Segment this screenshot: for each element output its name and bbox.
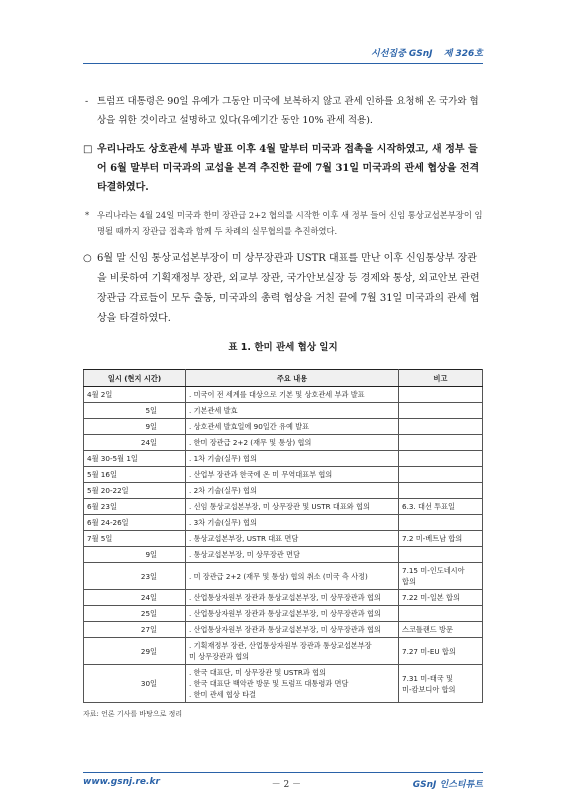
row-date: 6월 24-26일 [84, 515, 186, 531]
row-date: 6월 23일 [84, 499, 186, 515]
row-content-line: . 산업부 장관과 한국에 온 미 무역대표부 협의 [189, 470, 333, 479]
square-paragraph [83, 140, 483, 197]
row-note-line: 7.15 미-인도네시아 [402, 566, 465, 575]
row-content [186, 483, 399, 499]
row-content-line: . 산업통상자원부 장관과 통상교섭본부장, 미 상무장관과 협의 [189, 593, 381, 602]
table-body [84, 387, 483, 703]
row-date: 7월 5일 [84, 531, 186, 547]
table-row [84, 638, 483, 665]
row-content-line: . 통상교섭본부장, 미 상무장관 면담 [189, 550, 300, 559]
row-date: 30일 [84, 665, 186, 703]
table-row [84, 622, 483, 638]
row-date: 29일 [84, 638, 186, 665]
table-title: 표 1. 한미 관세 협상 일지 [228, 342, 338, 353]
table-header-row [84, 370, 483, 387]
table-row [84, 515, 483, 531]
table-row [84, 590, 483, 606]
table-row [84, 483, 483, 499]
table-row [84, 467, 483, 483]
issue-number: 제 326호 [443, 49, 483, 59]
row-content [186, 451, 399, 467]
note-paragraph-text: 우리나라는 4월 24일 미국과 한미 장관급 2+2 협의를 시작한 이후 새 정부 들어 신임 통상교섭본부장이 임명될 때까지 장관급 접촉과 함께 두 차례의 실무협의를 추진하였다. [97, 210, 483, 236]
row-note-line: 7.31 미-태국 및 [402, 673, 453, 683]
row-content-line: . 3차 기술(실무) 협의 [189, 518, 257, 527]
row-note [399, 403, 483, 419]
row-content [186, 515, 399, 531]
row-content [186, 590, 399, 606]
row-note [399, 563, 483, 590]
table-source: 자료: 언론 기사를 바탕으로 정리 [83, 710, 183, 718]
row-content-line: . 산업통상자원부 장관과 통상교섭본부장, 미 상무장관과 협의 [189, 625, 381, 634]
row-date: 24일 [84, 590, 186, 606]
row-date: 4월 2일 [84, 387, 186, 403]
row-content [186, 435, 399, 451]
row-date: 9일 [84, 547, 186, 563]
row-note [399, 606, 483, 622]
header-content: 주요 내용 [186, 370, 399, 387]
row-content-line: . 신임 통상교섭본부장, 미 상무장관 및 USTR 대표와 협의 [189, 502, 370, 511]
table-row [84, 403, 483, 419]
row-content-line: . 미 장관급 2+2 (재무 및 통상) 협의 취소 (미국 측 사정) [189, 571, 368, 581]
header-date: 일시 (현지 시간) [84, 370, 186, 387]
row-note [399, 435, 483, 451]
negotiation-log-table [83, 369, 483, 703]
row-content [186, 622, 399, 638]
page-footer [83, 772, 483, 790]
page-header [83, 46, 483, 64]
row-note [399, 547, 483, 563]
footer-url[interactable]: www.gsnj.re.kr [83, 777, 160, 787]
main-content [83, 92, 483, 719]
dash-paragraph-text: 트럼프 대통령은 90일 유예가 그동안 미국에 보복하지 않고 관세 인하를 요청해 온 국가와 협상을 위한 것이라고 설명하고 있다(유예기간 동안 10% 관세 적용). [97, 96, 479, 126]
circle-paragraph-text: 6월 말 신임 통상교섭본부장이 미 상무장관과 USTR 대표를 만난 이후 신임통상부 장관을 비롯하여 기획재정부 장관, 외교부 장관, 국가안보실장 등 경제와 통상, 외교안보 관련 장관급 각료들이 모두 출동, 미국과의 총력 협상을 거친 끝에 7월 31일 미국과의 관세 협상을 타결하였다. [97, 253, 480, 324]
circle-paragraph [83, 249, 483, 329]
row-content [186, 467, 399, 483]
table-row [84, 435, 483, 451]
row-content [186, 547, 399, 563]
row-date: 5일 [84, 403, 186, 419]
row-content [186, 665, 399, 703]
row-note [399, 515, 483, 531]
row-note [399, 499, 483, 515]
row-content-line: . 통상교섭본부장, USTR 대표 면담 [189, 534, 299, 543]
square-paragraph-text: 우리나라도 상호관세 부과 발표 이후 4월 말부터 미국과 접촉을 시작하였고, 새 정부 들어 6월 말부터 미국과의 교섭을 본격 추진한 끝에 7월 31일 미국과의 관세 협상을 전격 타결하였다. [97, 144, 480, 193]
table-row [84, 563, 483, 590]
page-number: － 2 － [271, 780, 302, 790]
dash-marker: - [85, 96, 89, 107]
row-date: 4월 30-5월 1일 [84, 451, 186, 467]
row-note [399, 590, 483, 606]
dash-paragraph [83, 92, 483, 130]
table-row [84, 665, 483, 703]
row-content [186, 499, 399, 515]
row-note [399, 622, 483, 638]
row-note [399, 467, 483, 483]
circle-bullet-icon: ○ [83, 253, 92, 264]
row-content-line: 미 상무장관과 협의 [189, 652, 250, 661]
row-content [186, 419, 399, 435]
row-content-line: . 기획재정부 장관, 산업통상자원부 장관과 통상교섭본부장 [189, 641, 372, 650]
asterisk-marker: * [85, 210, 90, 220]
header-note: 비고 [399, 370, 483, 387]
table-row [84, 451, 483, 467]
footer-org: GSnJ 인스티튜트 [412, 780, 483, 790]
row-date: 5월 16일 [84, 467, 186, 483]
row-date: 23일 [84, 563, 186, 590]
row-note-line: 6.3. 대선 투표일 [402, 502, 456, 511]
row-note [399, 387, 483, 403]
row-date: 5월 20-22일 [84, 483, 186, 499]
square-bullet-icon: □ [83, 144, 93, 155]
row-note-line: 미-캄보디아 합의 [402, 684, 456, 694]
table-row [84, 419, 483, 435]
note-paragraph [83, 207, 483, 239]
table-row [84, 531, 483, 547]
row-note [399, 483, 483, 499]
row-content [186, 531, 399, 547]
row-content-line: . 한국 대표단 백악관 방문 및 트럼프 대통령과 면담 [189, 679, 349, 688]
row-content [186, 563, 399, 590]
table-row [84, 606, 483, 622]
row-note-line: 7.22 미-일본 합의 [402, 593, 460, 602]
row-content-line: . 한국 대표단, 미 상무장관 및 USTR과 협의 [189, 668, 326, 677]
row-content-line: . 1차 기술(실무) 협의 [189, 454, 257, 463]
row-date: 27일 [84, 622, 186, 638]
row-date: 25일 [84, 606, 186, 622]
row-content-line: . 한미 장관급 2+2 (재무 및 통상) 협의 [189, 438, 312, 447]
row-note [399, 665, 483, 703]
row-content-line: . 기본관세 발효 [189, 406, 238, 415]
publication-title: 시선집중 GSnJ [371, 49, 433, 59]
row-note [399, 531, 483, 547]
row-content-line: . 산업통상자원부 장관과 통상교섭본부장, 미 상무장관과 협의 [189, 609, 381, 618]
row-content [186, 638, 399, 665]
row-content-line: . 상호관세 발효일에 90일간 유예 발표 [189, 422, 310, 431]
row-content-line: . 한미 관세 협상 타결 [189, 690, 256, 699]
row-content [186, 403, 399, 419]
row-note-line: 합의 [402, 577, 416, 586]
row-note [399, 419, 483, 435]
row-note-line: 7.27 미-EU 합의 [402, 646, 456, 656]
table-row [84, 387, 483, 403]
row-content-line: . 미국이 전 세계를 대상으로 기본 및 상호관세 부과 발표 [189, 390, 365, 399]
row-note [399, 638, 483, 665]
row-content-line: . 2차 기술(실무) 협의 [189, 486, 257, 495]
table-row [84, 499, 483, 515]
table-row [84, 547, 483, 563]
row-note-line: 7.2 미-베트남 합의 [402, 534, 463, 543]
row-note-line: 스코틀랜드 방문 [402, 625, 453, 634]
row-date: 9일 [84, 419, 186, 435]
row-note [399, 451, 483, 467]
row-content [186, 387, 399, 403]
row-date: 24일 [84, 435, 186, 451]
row-content [186, 606, 399, 622]
